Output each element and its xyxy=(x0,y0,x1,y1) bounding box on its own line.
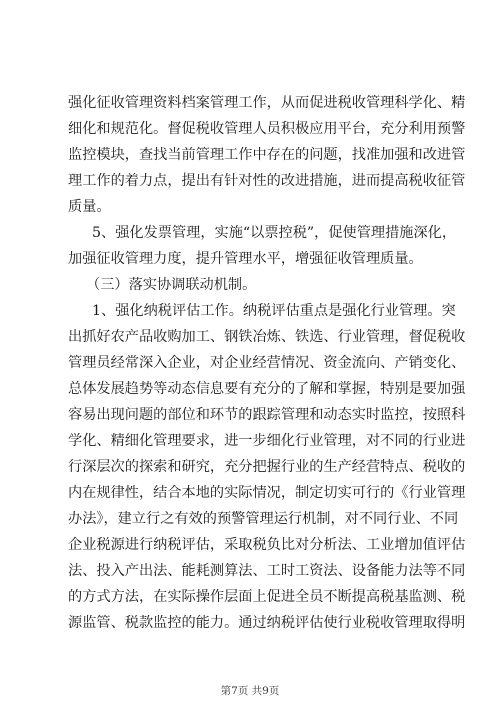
text-line-1: 强化征收管理资料档案管理工作，从而促进税收管理科学化、精 xyxy=(68,95,466,111)
text-line-10: 出抓好农产品收购加工、钢铁冶炼、铁选、行业管理，督促税收 xyxy=(68,329,466,345)
text-line-6: 5、强化发票管理，实施“以票控税”，促使管理措施深化， xyxy=(92,225,457,241)
text-line-5: 质量。 xyxy=(68,199,111,215)
section-heading: （三）落实协调联动机制。 xyxy=(86,277,257,293)
text-line-7: 加强征收管理力度，提升管理水平，增强征收管理质量。 xyxy=(68,251,423,267)
text-line-3: 监控模块，查找当前管理工作中存在的问题，找准加强和改进管 xyxy=(68,147,466,163)
text-line-21: 源监管、税款监控的能力。通过纳税评估使行业税收管理取得明 xyxy=(68,615,466,631)
text-line-13: 容易出现问题的部位和环节的跟踪管理和动态实时监控，按照科 xyxy=(68,407,466,423)
text-line-9: 1、强化纳税评估工作。纳税评估重点是强化行业管理。突 xyxy=(92,303,456,319)
text-line-14: 学化、精细化管理要求，进一步细化行业管理，对不同的行业进 xyxy=(68,433,466,449)
text-line-17: 办法》，建立行之有效的预警管理运行机制，对不同行业、不同 xyxy=(68,511,459,527)
text-line-18: 企业税源进行纳税评估，采取税负比对分析法、工业增加值评估 xyxy=(68,537,466,553)
text-line-20: 的方式方法，在实际操作层面上促进全员不断提高税基监测、税 xyxy=(68,589,466,605)
text-line-4: 理工作的着力点，提出有针对性的改进措施，进而提高税收征管 xyxy=(68,173,466,189)
text-line-15: 行深层次的探索和研究，充分把握行业的生产经营特点、税收的 xyxy=(68,459,466,475)
page-number-footer: 第7页 共9页 xyxy=(220,685,280,697)
text-line-19: 法、投入产出法、能耗测算法、工时工资法、设备能力法等不同 xyxy=(68,563,466,579)
text-line-2: 细化和规范化。督促税收管理人员积极应用平台，充分利用预警 xyxy=(68,121,466,137)
text-line-16: 内在规律性，结合本地的实际情况，制定切实可行的《行业管理 xyxy=(68,485,466,501)
text-line-12: 总体发展趋势等动态信息要有充分的了解和掌握，特别是要加强 xyxy=(68,381,466,397)
text-line-11: 管理员经常深入企业，对企业经营情况、资金流向、产销变化、 xyxy=(68,355,466,371)
